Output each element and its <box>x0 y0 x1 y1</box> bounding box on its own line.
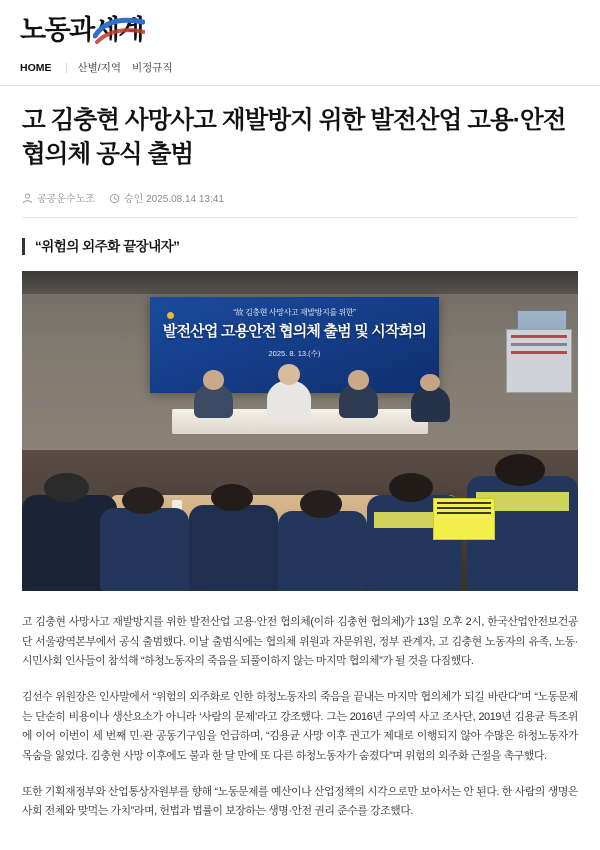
photo-attendee <box>100 508 189 591</box>
photo-person-head-panel <box>203 370 224 389</box>
nav-irregular-workers[interactable]: 비정규직 <box>132 62 173 74</box>
article-photo-wrap <box>22 271 578 591</box>
photo-side-placard <box>506 329 573 393</box>
article-subhead: “위험의 외주화 끝장내자” <box>22 238 578 256</box>
photo-placard <box>433 498 494 540</box>
article-paragraph: 또한 기획재정부와 산업통상자원부를 향해 “노동문제를 예산이나 산업정책의 시각으로만 보아서는 안 된다. 한 사람의 생명은 사회 전체와 맞먹는 가치”라며, 헌법과 법률이 보장하는 생명·안전 권리 준수를 강조했다. <box>22 785 579 818</box>
photo-person-head-panel <box>278 364 300 385</box>
article-paragraph: 고 김충현 사망사고 재발방지를 위한 발전산업 고용·안전 협의체(이하 김충현 협의체)가 13일 오후 2시, 한국산업안전보건공단 서울광역본부에서 공식 출범했다. 이날 출범식에는 협의체 위원과 자문위원, 정부 관계자, 고 김충현 노동자의 유족, 노동·시민사회 인사들이 참석해 “하청노동자의 죽음을 되풀이하지 않는 마지막 협의체”가 될 것을 다짐했다. <box>22 616 578 668</box>
byline <box>22 190 578 218</box>
photo-banner-line2: 발전산업 고용안전 협의체 출범 및 시작회의 <box>162 322 427 340</box>
site-logo-text: 노동과세계 <box>20 15 143 46</box>
photo-attendee <box>189 505 278 591</box>
article-paragraph: 김선수 위원장은 인사말에서 “위험의 외주화로 인한 하청노동자의 죽음을 끝내는 마지막 협의체가 되길 바란다”며 “노동문제는 단순히 비용이나 생산요소가 아니라 ‘사람의 문제’라고 강조했다. 그는 2016년 구의역 사고 조사단, 2019년 김용균 특조위에 이어 이번이 세 번째 민·관 공동기구임을 언급하며, “김용균 사망 이후 권고가 제대로 이행되지 않아 수많은 하청노동자가 목숨을 잃었다. 김충현 사망 이후에도 불과 한 달 만에 또 다른 하청노동자가 숨졌다”며 위험의 외주화 근절을 촉구했다. <box>22 691 578 762</box>
photo-person-head-panel <box>411 386 450 421</box>
article-body <box>22 613 578 822</box>
byline-date <box>109 190 224 205</box>
byline-author[interactable] <box>22 190 95 205</box>
clock-icon <box>109 193 120 204</box>
page-title: 고 김충현 사망사고 재발방지 위한 발전산업 고용·안전 협의체 공식 출범 <box>22 107 566 168</box>
photo-placard-line <box>437 507 490 509</box>
photo-placard-line <box>437 512 490 514</box>
photo-attendee-head <box>495 454 545 486</box>
photo-banner-date: 2025. 8. 13.(수) <box>268 348 321 358</box>
nav-divider <box>66 63 67 73</box>
photo-person-head-panel <box>348 370 369 389</box>
byline-author-label: 공공운수노조 <box>37 193 95 205</box>
nav-home[interactable]: HOME <box>20 61 52 74</box>
site-logo[interactable] <box>20 14 143 48</box>
photo-person-head-panel <box>267 380 311 418</box>
main-nav <box>0 54 600 86</box>
photo-attendee-head <box>122 487 164 514</box>
photo-attendee <box>278 511 367 591</box>
photo-side-placard-line <box>511 351 568 354</box>
photo-banner-line1: “故 김충현 사망사고 재발방지를 위한” <box>233 307 356 317</box>
person-icon <box>22 193 33 204</box>
nav-industry-region[interactable]: 산별/지역 <box>77 62 121 74</box>
photo-placard-line <box>437 502 490 504</box>
photo-ceiling <box>22 271 578 293</box>
byline-date-label: 승인 2025.08.14 13:41 <box>123 193 224 205</box>
site-masthead <box>0 0 600 54</box>
photo-side-placard-line <box>511 335 568 338</box>
photo-attendee-head <box>44 473 88 502</box>
article-container <box>0 86 600 822</box>
photo-attendee-head <box>211 484 253 511</box>
photo-attendee-head <box>389 473 433 502</box>
photo-side-placard-line <box>511 343 568 346</box>
photo-attendee-head <box>300 490 342 517</box>
article-photo <box>22 271 578 591</box>
